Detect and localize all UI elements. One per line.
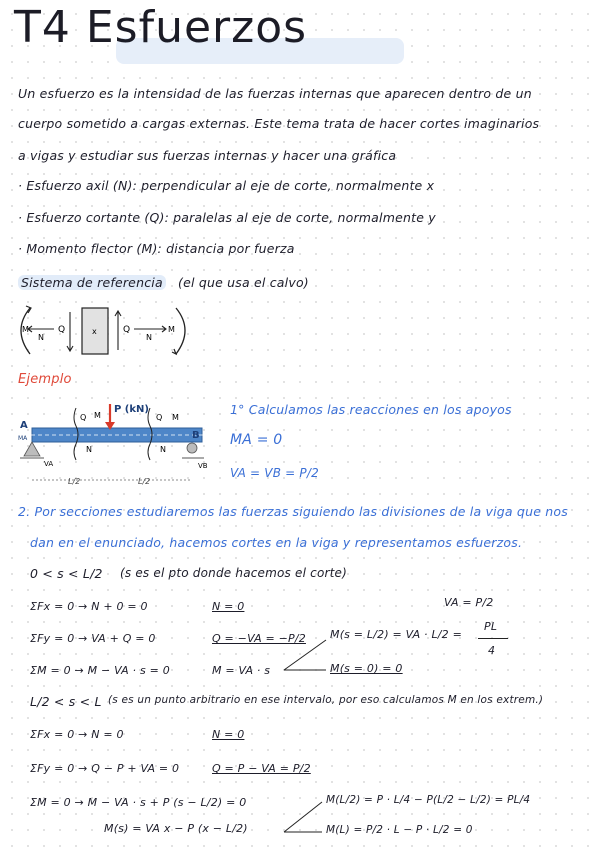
- load-label: P (kN): [114, 404, 149, 415]
- section2-res-n: N = 0: [212, 728, 245, 741]
- beam-diagram: [14, 398, 214, 490]
- section2-res-q: Q = P − VA = P/2: [212, 762, 311, 775]
- center-x-label: x: [92, 327, 97, 336]
- step1-text: 1° Calculamos las reacciones en los apoyos: [230, 402, 512, 417]
- cut2-q-label: Q: [156, 413, 163, 422]
- roller-support-b: [187, 443, 197, 453]
- section1-m-half: M(s = L/2) = VA · L/2 =: [330, 628, 462, 641]
- branch-line-up: [284, 640, 326, 670]
- point-a-label: A: [20, 420, 28, 431]
- vb-label: VB: [198, 462, 208, 470]
- bullet-axil: · Esfuerzo axil (N): perpendicular al eje de corte, normalmente x: [18, 178, 435, 193]
- intro-line-2: cuerpo sometido a cargas externas. Este tema trata de hacer cortes imaginarios: [18, 116, 540, 131]
- section2-eq-fx: ΣFx = 0 → N = 0: [30, 728, 124, 741]
- right-q-label: Q: [123, 325, 131, 335]
- reference-diagram: [10, 298, 200, 364]
- step1-eq-ma: MA = 0: [230, 432, 283, 448]
- section1-range-note: (s es el pto donde hacemos el corte): [120, 566, 347, 580]
- bullet-cortante: · Esfuerzo cortante (Q): paralelas al eje de corte, normalmente y: [18, 210, 436, 225]
- section2-range-note: (s es un punto arbitrario en ese intervalo, por eso calculamos M en los extrem.): [108, 694, 544, 706]
- section1-res-m: M = VA · s: [212, 664, 271, 677]
- reference-note: (el que usa el calvo): [178, 275, 309, 290]
- section1-range: 0 < s < L/2: [30, 566, 103, 581]
- section2-range: L/2 < s < L: [30, 694, 102, 709]
- section1-frac-bar: [478, 638, 508, 639]
- intro-line-1: Un esfuerzo es la intensidad de las fuerzas internas que aparecen dentro de un: [18, 86, 532, 101]
- section2-eq-m: ΣM = 0 → M − VA · s + P (s − L/2) = 0: [30, 796, 247, 809]
- left-m-label: M: [22, 325, 29, 334]
- section1-res-q: Q = −VA = −P/2: [212, 632, 306, 645]
- section1-frac-num: PL: [484, 620, 498, 633]
- cut1-q-label: Q: [80, 413, 87, 422]
- example-heading: Ejemplo: [18, 372, 72, 387]
- right-m-label: M: [168, 325, 175, 334]
- pin-support-a: [24, 442, 40, 456]
- section1-frac-den: 4: [488, 644, 496, 657]
- cut1-m-label: M: [94, 411, 101, 420]
- left-n-label: N: [38, 333, 44, 342]
- page-title: T4 Esfuerzos: [14, 2, 308, 53]
- right-n-label: N: [146, 333, 152, 342]
- section1-eq-fy: ΣFy = 0 → VA + Q = 0: [30, 632, 156, 645]
- section1-eq-m: ΣM = 0 → M − VA · s = 0: [30, 664, 170, 677]
- span-right-label: L/2: [138, 477, 151, 486]
- span-left-label: L/2: [68, 477, 81, 486]
- branch2-line-up: [284, 802, 322, 832]
- section1-eq-fx: ΣFx = 0 → N + 0 = 0: [30, 600, 148, 613]
- section2-branch-lines: [282, 796, 326, 840]
- reference-heading: [18, 275, 166, 290]
- step2-line-1: 2. Por secciones estudiaremos las fuerzas siguiendo las divisiones de la viga que nos: [18, 504, 568, 519]
- section1-va-top: VA = P/2: [444, 596, 494, 609]
- cut2-n-label: N: [160, 445, 166, 454]
- section1-branch-lines: [282, 630, 330, 678]
- section2-eq-fy: ΣFy = 0 → Q − P + VA = 0: [30, 762, 180, 775]
- step2-line-2: dan en el enunciado, hacemos cortes en la viga y representamos esfuerzos.: [30, 535, 523, 550]
- right-moment-arc: [176, 308, 185, 354]
- step1-eq-va: VA = VB = P/2: [230, 466, 319, 480]
- cut2-m-label: M: [172, 413, 179, 422]
- va-label: VA: [44, 460, 54, 468]
- reference-heading-text: Sistema de referencia: [18, 275, 166, 290]
- section2-eq-ms: M(s) = VA x − P (x − L/2): [104, 822, 248, 835]
- right-moment-arrowhead: [172, 349, 176, 354]
- bullet-flector: · Momento flector (M): distancia por fuerza: [18, 241, 295, 256]
- cut1-n-label: N: [86, 445, 92, 454]
- ma-label: MA: [18, 435, 28, 442]
- section2-m-end: M(L) = P/2 · L − P · L/2 = 0: [326, 824, 473, 836]
- left-q-label: Q: [58, 325, 66, 335]
- section2-m-half: M(L/2) = P · L/4 − P(L/2 − L/2) = PL/4: [326, 794, 531, 806]
- point-b-label: B: [192, 430, 200, 441]
- intro-line-3: a vigas y estudiar sus fuerzas internas y hacer una gráfica: [18, 148, 397, 163]
- section1-res-n: N = 0: [212, 600, 245, 613]
- section1-m-zero: M(s = 0) = 0: [330, 662, 403, 675]
